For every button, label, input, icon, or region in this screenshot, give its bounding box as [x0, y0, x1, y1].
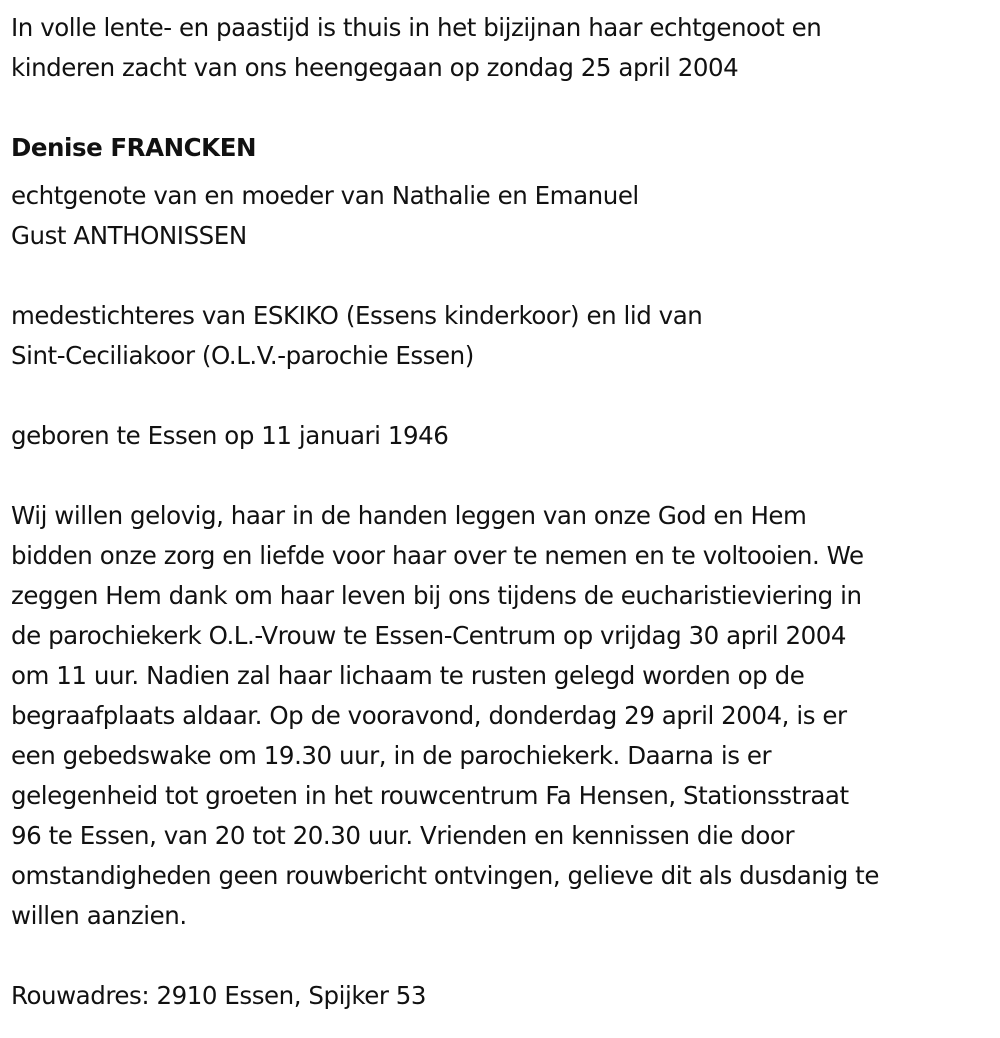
body-line: 96 te Essen, van 20 tot 20.30 uur. Vrienden en kennissen die door [11, 821, 795, 850]
deceased-name: Denise FRANCKEN [11, 133, 257, 162]
birth-line: geboren te Essen op 11 januari 1946 [11, 421, 449, 450]
spacer [11, 936, 996, 976]
relations-paragraph [11, 176, 996, 256]
address-line: Rouwadres: 2910 Essen, Spijker 53 [11, 981, 427, 1010]
body-line: een gebedswake om 19.30 uur, in de parochiekerk. Daarna is er [11, 741, 772, 770]
obituary-document [11, 8, 996, 1016]
body-line: om 11 uur. Nadien zal haar lichaam te rusten gelegd worden op de [11, 661, 805, 690]
body-line: omstandigheden geen rouwbericht ontvingen, gelieve dit als dusdanig te [11, 861, 879, 890]
spacer [11, 88, 996, 128]
body-line: bidden onze zorg en liefde voor haar over te nemen en te voltooien. We [11, 541, 864, 570]
relations-line-1: echtgenote van en moeder van Nathalie en Emanuel [11, 181, 639, 210]
intro-paragraph [11, 8, 996, 88]
intro-line-1: In volle lente- en paastijd is thuis in het bijzijnan haar echtgenoot en [11, 13, 822, 42]
body-line: zeggen Hem dank om haar leven bij ons tijdens de eucharistieviering in [11, 581, 862, 610]
intro-line-2: kinderen zacht van ons heengegaan op zondag 25 april 2004 [11, 53, 739, 82]
affiliations-paragraph [11, 296, 996, 376]
body-line: willen aanzien. [11, 901, 187, 930]
affiliations-line-2: Sint-Ceciliakoor (O.L.V.-parochie Essen) [11, 341, 474, 370]
body-line: gelegenheid tot groeten in het rouwcentrum Fa Hensen, Stationsstraat [11, 781, 849, 810]
body-line: de parochiekerk O.L.-Vrouw te Essen-Centrum op vrijdag 30 april 2004 [11, 621, 847, 650]
affiliations-line-1: medestichteres van ESKIKO (Essens kinderkoor) en lid van [11, 301, 703, 330]
relations-line-2: Gust ANTHONISSEN [11, 221, 247, 250]
spacer [11, 256, 996, 296]
body-line: begraafplaats aldaar. Op de vooravond, donderdag 29 april 2004, is er [11, 701, 847, 730]
spacer [11, 456, 996, 496]
spacer [11, 376, 996, 416]
body-paragraph [11, 496, 996, 936]
body-line: Wij willen gelovig, haar in de handen leggen van onze God en Hem [11, 501, 807, 530]
